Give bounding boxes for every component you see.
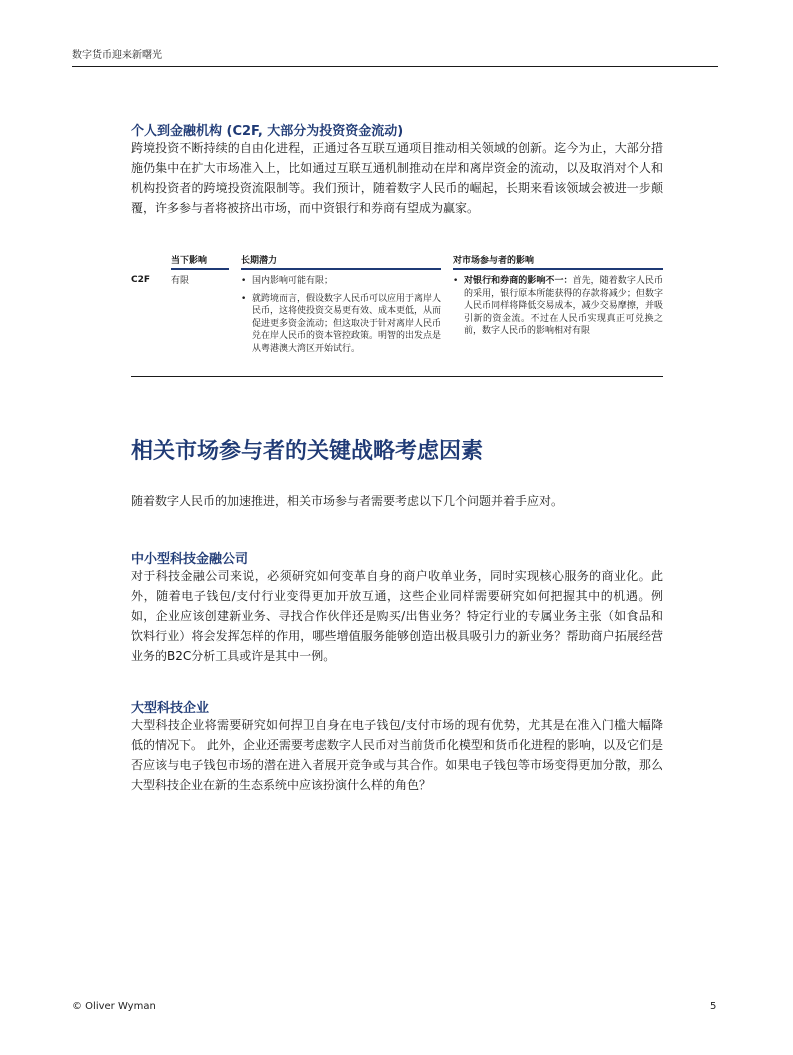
page-number: 5 [710,1001,717,1012]
long-term-bullet-2 [241,293,441,356]
strategy-intro: 随着数字人民币的加速推进，相关市场参与者需要考虑以下几个问题并着手应对。 [131,494,564,508]
c2f-heading: 个人到金融机构 (C2F, 大部分为投资资金流动) [131,124,404,139]
cell-short-term: 有限 [171,276,190,286]
long-term-bullet-2-text: 就跨境而言，假设数字人民币可以应用于离岸人民币，这将使投资交易更有效、成本更低，从而促进更多资金流动；但这取决于针对离岸人民币兑在岸人民币的资本管控政策。明智的出发点是从粤港澳大湾区开始试行。 [252,293,442,354]
header-divider [72,66,718,67]
sme-fintech-paragraph [131,566,663,666]
bullet-icon: • [241,293,247,304]
header-long-term: 长期潜力 [241,256,278,266]
header-rule-short-term [171,268,229,270]
header-rule-market-impact [453,268,663,270]
header-market-impact: 对市场参与者的影响 [453,256,535,266]
strategy-heading: 相关市场参与者的关键战略考虑因素 [131,439,484,464]
header-rule-long-term [241,268,441,270]
c2f-paragraph [131,138,663,218]
long-term-bullet-1-text: 国内影响可能有限； [252,276,334,286]
header-short-term: 当下影响 [171,256,208,266]
market-impact-bullet [453,275,663,338]
market-impact-text: 首先，随着数字人民币的采用，银行原本所能获得的存款将减少；但数字人民币同样将降低交易成本，减少交易摩擦，并吸引新的资金流。不过在人民币实现真正可兑换之前，数字人民币的影响相对有限 [464,276,663,336]
footer-copyright: © Oliver Wyman [72,1001,156,1012]
document-title: 数字货币迎来新曙光 [72,50,162,61]
bullet-icon: • [453,276,459,286]
market-impact-lead: 对银行和券商的影响不一： [464,276,573,286]
cell-market-impact [453,275,663,343]
table-bottom-rule [131,376,663,377]
sme-fintech-heading: 中小型科技金融公司 [131,552,249,567]
big-tech-heading: 大型科技企业 [131,701,210,716]
row-label-c2f: C2F [131,275,151,285]
long-term-bullet-1 [241,275,441,288]
big-tech-paragraph [131,715,663,795]
bullet-icon: • [241,276,247,286]
big-tech-paragraph-text: 大型科技企业将需要研究如何捍卫自身在电子钱包/支付市场的现有优势，尤其是在准入门槛大幅降低的情况下。 此外，企业还需要考虑数字人民币对当前货币化模型和货币化进程的影响，以及它们是否应该与电子钱包市场的潜在进入者展开竞争或与其合作。如果电子钱包等市场变得更加分散，那么大型科技企业在新的生态系统中应该扮演什么样的角色？ [131,718,663,792]
sme-fintech-paragraph-text: 对于科技金融公司来说，必须研究如何变革自身的商户收单业务，同时实现核心服务的商业化。此外，随着电子钱包/支付行业变得更加开放互通，这些企业同样需要研究如何把握其中的机遇。例如，企业应该创建新业务、寻找合作伙伴还是购买/出售业务？特定行业的专属业务主张（如食品和饮料行业）将会发挥怎样的作用，哪些增值服务能够创造出极具吸引力的新业务？帮助商户拓展经营业务的B2C分析工具或许是其中一例。 [131,569,663,663]
c2f-paragraph-text: 跨境投资不断持续的自由化进程，正通过各互联互通项目推动相关领域的创新。迄今为止，大部分措施仍集中在扩大市场准入上，比如通过互联互通机制推动在岸和离岸资金的流动，以及取消对个人和机构投资者的跨境投资流限制等。我们预计，随着数字人民币的崛起，长期来看该领域会被进一步颠覆，许多参与者将被挤出市场，而中资银行和券商有望成为赢家。 [131,141,663,215]
cell-long-term [241,275,441,360]
